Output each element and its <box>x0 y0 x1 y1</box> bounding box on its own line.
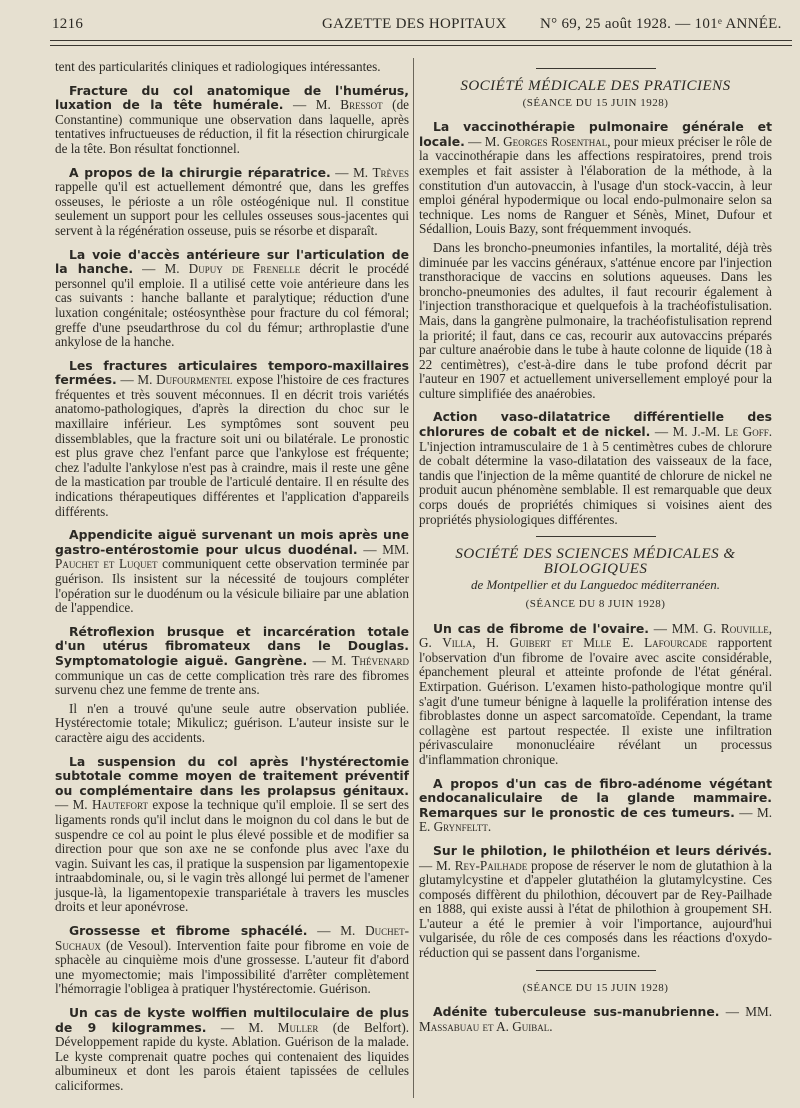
article-paragraph: Il n'en a trouvé qu'une seule autre observation publiée. Hystérectomie totale; Mikulicz; guérison. L'auteur insiste sur le caractère aigu des accidents. <box>55 700 409 745</box>
article-text: communiquent cette observation terminée par guérison. Ils insistent sur la nécessité de toujours compléter l'opération sur le duodénum ou la vésicule biliaire par une ablation de l'appendice. <box>55 556 409 616</box>
session-date: (SÉANCE DU 15 JUIN 1928) <box>522 981 669 994</box>
article-text: . <box>549 1018 553 1034</box>
article-title: Fracture du col anatomique de l'humérus, luxation de la tête humérale. <box>55 82 409 113</box>
journal-title: GAZETTE DES HOPITAUX <box>322 16 507 32</box>
article-author: M. Dufourmentel <box>137 372 233 388</box>
society-title: SOCIÉTÉ MÉDICALE DES PRATICIENS <box>460 78 731 94</box>
article-title: Action vaso-dilatatrice différentielle des chlorures de cobalt et de nickel. <box>419 409 772 440</box>
article-item: Appendicite aiguë survenant un mois après une gastro-entérostomie pour ulcus duodénal. — MM. Pauchet et Luquet communiquent cette observation terminée par guérison. Ils insistent sur la nécessité de toujours compléter l'opération sur le duodénum ou la vésicule biliaire par une ablation de l'appendice. <box>55 527 409 616</box>
article-author: M. Bressot <box>315 97 383 113</box>
section-rule <box>536 970 656 971</box>
article-author: M. Trèves <box>353 164 410 180</box>
article-item: A propos de la chirurgie réparatrice. — M. Trèves rappelle qu'il est actuellement démontré que, dans les greffes osseuses, le périoste a un rôle ostéogénique nul. Il constitue seulement un support pour les cellules osseuses sous-jacentes qui servent à la régénération osseuse, puis se résorbe et disparaît. <box>55 164 410 238</box>
article-item: A propos d'un cas de fibro-adénome végétant endocanaliculaire de la glande mammaire. Remarques sur le pronostic de ces tumeurs. — M. E. Grynfeltt. <box>419 775 772 835</box>
article-item: Rétroflexion brusque et incarcération totale d'un utérus fibromateux dans le Douglas. Symptomatologie aiguë. Gangrène. — M. Thévenard communique un cas de cette complication très rare des fibromes survenu chez une femme de trente ans. <box>55 623 409 698</box>
article-title: Adénite tuberculeuse sus-manubrienne. <box>433 1004 720 1020</box>
article-title: Un cas de fibrome de l'ovaire. <box>433 620 649 636</box>
article-author: M. Duchet-Suchaux <box>55 923 409 953</box>
article-title: Un cas de kyste wolffien multiloculaire de plus de 9 kilogrammes. <box>55 1005 409 1035</box>
article-title: Les fractures articulaires temporo-maxillaires fermées. <box>55 357 409 388</box>
article-item: Un cas de fibrome de l'ovaire. — MM. G. Rouville, G. Villa, H. Guibert et Mlle E. Lafourcade rapportent l'observation d'un fibrome de l'ovaire avec ascite considérable, épanchement pleural et atteinte profonde de l'état général. Extirpation. Guérison. L'examen histo-pathologique montre qu'il s'agit d'une tumeur bénigne à laquelle la prolifération intense des fibroblastes donne un aspect sarcomatoïde. Cependant, la trame collagène est partout respectée. Il existe une infiltration périvasculaire mononucléaire révélant un processus d'inflammation chronique. <box>419 620 773 767</box>
article-author: MM. Massabuau et A. Guibal <box>419 1004 772 1034</box>
page-header <box>0 0 800 56</box>
article-text: rappelle qu'il est actuellement démontré que, dans les greffes osseuses, le périoste a un rôle ostéogénique nul. Il constitue seulement un support pour les cellules osseuses sous-jacentes qui servent à la régénération osseuse, puis se résorbe et disparaît. <box>55 179 409 238</box>
article-author: M. Hautefort <box>72 797 148 813</box>
article-author: MM. G. Rouville, G. Villa, H. Guibert et Mlle E. Lafourcade <box>419 620 773 651</box>
article-text: communique un cas de cette complication très rare des fibromes survenu chez une femme de trente ans. <box>55 667 409 698</box>
article-text: . L'injection intramusculaire de 1 à 5 centimètres cubes de chlorure de cobalt détermine la vaso-dilatation des vaisseaux de la face, tandis que l'injection de la même quantité de chlorure de nickel ne produit aucun phénomène semblable. Il est remarquable que deux corps doués de propriétés chimiques si voisines aient des propriétés physiologiques différentes. <box>419 424 773 527</box>
article-title: Sur le philotion, le philothéion et leurs dérivés. <box>433 842 772 858</box>
article-text: expose l'histoire de ces fractures fréquentes et très souvent méconnues. Il en décrit trois variétés anatomo-pathologiques, d'après la direction du choc sur le maxillaire inférieur. Les symptômes sont souvent peu dissemblables, que la fracture soit uni ou bilatérale. Le pronostic est plus grave chez l'enfant parce que l'ankylose est fréquente; chez l'adulte l'ankylose n'est pas à craindre, mais il reste une gêne de la mastication par trouble de l'articulé dentaire. Il en résulte des indications thérapeutiques différentes et l'application d'appareils différents. <box>55 372 410 519</box>
article-text: décrit le procédé personnel qu'il emploie. Il a utilisé cette voie antérieure dans les cas suivants : hanche ballante et paralytique; réduction d'une luxation congénitale; ostéosynthèse pour fracture du col fémoral; greffe d'une pseudarthrose du col du fémur; arthroplastie d'une ankylose de la hanche. <box>55 261 410 350</box>
article-title: A propos d'un cas de fibro-adénome végétant endocanaliculaire de la glande mammaire. Remarques sur le pronostic de ces tumeurs. <box>419 775 772 820</box>
header-rule <box>50 45 792 46</box>
article-item: La suspension du col après l'hystérectomie subtotale comme moyen de traitement préventif ou complémentaire dans les prolapsus génitaux. — M. Hautefort expose la technique qu'il emploie. Il se sert des ligaments ronds qu'il inclut dans le moignon du col dans le but de suspendre ce col au point le plus élevé possible et de modifier sa direction pour que son axe ne se confonde plus avec l'axe du vagin. Suivant les cas, il pratique la suspension par ligamentopexie intraabdominale, ou, si le vagin très allongé lui permet de l'amener jusque-là, la ligamentopexie transpariétale à travers les muscles droits et leur aponévrose. <box>55 753 409 915</box>
article-text: rapportent l'observation d'un fibrome de l'ovaire avec ascite considérable, épanchement pleural et atteinte profonde de l'état général. Extirpation. Guérison. L'examen histo-pathologique montre qu'il s'agit d'une tumeur bénigne à laquelle la prolifération intense des fibroblastes donne un aspect sarcomatoïde. Cependant, la trame collagène est partout respectée. Il existe une infiltration périvasculaire mononucléaire révélant un processus d'inflammation chronique. <box>419 635 772 767</box>
issue-info: N° 69, 25 août 1928. — 101ᵉ ANNÉE. <box>540 16 782 32</box>
article-text: , pour mieux préciser le rôle de la vaccinothérapie dans les affections respiratoires, prend trois exemples et fait assister à l'élaboration de la méthode, à la constitution d'un autovaccin, à l'usage d'un stock-vaccin, à leur emploi général hypodermique ou local endo-pulmonaire selon sa technique. Les noms de Ranguer et Sénès, Minet, Dufour et Sédallion, Louis Bazy, sont fréquemment invoqués. <box>419 133 772 237</box>
left-column <box>55 60 409 1103</box>
society-title: SOCIÉTÉ DES SCIENCES MÉDICALES & BIOLOGIQUES <box>455 546 736 577</box>
article-item: Action vaso-dilatatrice différentielle des chlorures de cobalt et de nickel. — M. J.-M. Le Goff. L'injection intramusculaire de 1 à 5 centimètres cubes de chlorure de cobalt détermine la vaso-dilatation des vaisseaux de la face, tandis que l'injection de la même quantité de chlorure de nickel ne produit aucun phénomène semblable. Il est remarquable que deux corps doués de propriétés chimiques si voisines aient des propriétés physiologiques différentes. <box>419 409 773 527</box>
article-author: M. Dupuy de Frenelle <box>164 261 301 277</box>
right-column <box>419 60 772 1043</box>
article-fragment: tent des particularités cliniques et radiologiques intéressantes. <box>55 59 381 74</box>
society-subtitle: de Montpellier et du Languedoc méditerranéen. <box>470 577 721 593</box>
session-date: (SÉANCE DU 15 JUIN 1928) <box>522 96 669 109</box>
article-item: Fracture du col anatomique de l'humérus, luxation de la tête humérale. — M. Bressot (de Constantine) communique une observation dans laquelle, après tentatives infructueuses de réduction, il fit la résection chirurgicale de la tête. Bon résultat fonctionnel. <box>55 82 410 156</box>
article-item: Sur le philotion, le philothéion et leurs dérivés. — M. Rey-Pailhade propose de réserver le nom de glutathion à la glutamylcystine et d'appeler glutathéion la glutamylcystine. Ces composés diffèrent du philothion, découvert par de Rey-Pailhade en 1888, qui existe aussi à l'état de philothion à groupement SH. L'auteur a été le premier à voir l'importance, aujourd'hui vulgarisée, du rôle de ces composés dans les réactions d'oxydo-réduction qui se passent dans l'organisme. <box>419 842 773 961</box>
article-text: (de Vesoul). Intervention faite pour fibrome en voie de sphacèle au cinquième mois d'une grossesse. L'auteur fit d'abord une myomectomie; mais l'impossibilité d'arrêter complètement l'hémorragie l'obligea à pratiquer l'hystérectomie. Guérison. <box>55 937 409 997</box>
article-title: La suspension du col après l'hystérectomie subtotale comme moyen de traitement préventif ou complémentaire dans les prolapsus génitaux. <box>55 753 409 798</box>
article-title: Rétroflexion brusque et incarcération totale d'un utérus fibromateux dans le Douglas. Symptomatologie aiguë. Gangrène. <box>55 623 409 668</box>
article-item: Un cas de kyste wolffien multiloculaire de plus de 9 kilogrammes. — M. Muller (de Belfort). Développement rapide du kyste. Ablation. Guérison de la malade. Le kyste comprenait quatre poches qui contenaient des liquides albumineux et dont les parois étaient tapissées de cellules caliciformes. <box>55 1005 410 1093</box>
article-title: Appendicite aiguë survenant un mois après une gastro-entérostomie pour ulcus duodénal. <box>55 527 409 557</box>
article-text: . <box>487 819 492 835</box>
article-title: A propos de la chirurgie réparatrice. <box>69 164 331 180</box>
article-author: M. Thévenard <box>331 652 409 668</box>
article-title: Grossesse et fibrome sphacélé. <box>69 923 308 939</box>
page-number: 1216 <box>52 16 84 32</box>
section-rule <box>536 68 656 69</box>
article-text: propose de réserver le nom de glutathion à la glutamylcystine et d'appeler glutathéion la glutamylcystine. Ces composés diffèrent du philothion, découvert par de Rey-Pailhade en 1888, qui existe aussi à l'état de philothion à groupement SH. L'auteur a été le premier à voir l'importance, aujourd'hui vulgarisée, du rôle de ces composés dans les réactions d'oxydo-réduction qui se passent dans l'organisme. <box>419 857 773 961</box>
article-item: La vaccinothérapie pulmonaire générale et locale. — M. Georges Rosenthal, pour mieux préciser le rôle de la vaccinothérapie dans les affections respiratoires, prend trois exemples et fait assister à l'élaboration de la méthode, à la constitution d'un autovaccin, à l'usage d'un stock-vaccin, à leur emploi général hypodermique ou local endo-pulmonaire selon sa technique. Les noms de Ranguer et Sénès, Minet, Dufour et Sédallion, Louis Bazy, sont fréquemment invoqués. <box>419 119 772 237</box>
article-item: La voie d'accès antérieure sur l'articulation de la hanche. — M. Dupuy de Frenelle décrit le procédé personnel qu'il emploie. Il a utilisé cette voie antérieure dans les cas suivants : hanche ballante et paralytique; réduction d'une luxation congénitale; ostéosynthèse pour fracture du col fémoral; greffe d'une pseudarthrose du col du fémur; arthroplastie d'une ankylose de la hanche. <box>55 246 410 350</box>
article-author: M. Muller <box>248 1019 319 1035</box>
article-author: M. J.-M. Le Goff <box>672 424 769 440</box>
article-author: M. Georges Rosenthal <box>484 133 608 149</box>
article-author: M. E. Grynfeltt <box>419 804 772 835</box>
article-paragraph: Dans les broncho-pneumonies infantiles, la mortalité, déjà très diminuée par les vaccins généraux, s'atténue encore par l'injection transthoracique de vaccins en solutions aqueuses. Dans les broncho-pneumonies des adultes, il faut recourir également à l'injection transthoracique et quelquefois à la trachéofistulisation. Mais, dans la gangrène pulmonaire, la trachéofistulisation reprend la priorité; il faut, dans ce cas, recourir aux autovaccins préparés par culture anaérobie dans le tube à haute colonne de liquide (18 à 22 centimètres), c'est-à-dire dans le tube profond décrit par l'auteur en 1907 et actuellement universellement employé pour la culture simplifiée des anaérobies. <box>419 239 772 401</box>
column-divider <box>413 58 414 1098</box>
article-text: expose la technique qu'il emploie. Il se sert des ligaments ronds qu'il inclut dans le moignon du col dans le but de suspendre ce col au point le plus élevé possible et de modifier sa direction pour que son axe ne se confonde plus avec l'axe du vagin. Suivant les cas, il pratique la suspension par ligamentopexie intraabdominale, ou, si le vagin très allongé lui permet de l'amener jusque-là, la ligamentopexie transpariétale à travers les muscles droits et leur aponévrose. <box>55 797 409 915</box>
article-title: La vaccinothérapie pulmonaire générale et locale. <box>419 119 772 149</box>
article-item: Les fractures articulaires temporo-maxillaires fermées. — M. Dufourmentel expose l'histoire de ces fractures fréquentes et très souvent méconnues. Il en décrit trois variétés anatomo-pathologiques, d'après la direction du choc sur le maxillaire inférieur. Les symptômes sont souvent peu dissemblables, que la fracture soit uni ou bilatérale. Le pronostic est plus grave chez l'enfant parce que l'ankylose est fréquente; chez l'adulte l'ankylose n'est pas à craindre, mais il reste une gêne de la mastication par trouble de l'articulé dentaire. Il en résulte des indications thérapeutiques différentes et l'application d'appareils différents. <box>55 357 410 519</box>
article-item: Grossesse et fibrome sphacélé. — M. Duchet-Suchaux (de Vesoul). Intervention faite pour fibrome en voie de sphacèle au cinquième mois d'une grossesse. L'auteur fit d'abord une myomectomie; mais l'impossibilité d'arrêter complètement l'hémorragie l'obligea à pratiquer l'hystérectomie. Guérison. <box>55 923 409 997</box>
session-date: (SÉANCE DU 8 JUIN 1928) <box>525 598 666 610</box>
article-item: Adénite tuberculeuse sus-manubrienne. — MM. Massabuau et A. Guibal. <box>419 1004 772 1034</box>
article-title: La voie d'accès antérieure sur l'articulation de la hanche. <box>55 246 409 277</box>
article-text: (de Belfort). Développement rapide du kyste. Ablation. Guérison de la malade. Le kyste comprenait quatre poches qui contenaient des liquides albumineux et dont les parois étaient tapissées de cellules caliciformes. <box>55 1019 410 1093</box>
article-author: MM. Pauchet et Luquet <box>55 541 409 572</box>
article-text: (de Constantine) communique une observation dans laquelle, après tentatives infructueuses de réduction, il fit la résection chirurgicale de la tête. Bon résultat fonctionnel. <box>55 97 410 156</box>
section-rule <box>536 536 656 537</box>
article-author: M. Rey-Pailhade <box>435 857 528 873</box>
header-rule <box>50 40 792 41</box>
